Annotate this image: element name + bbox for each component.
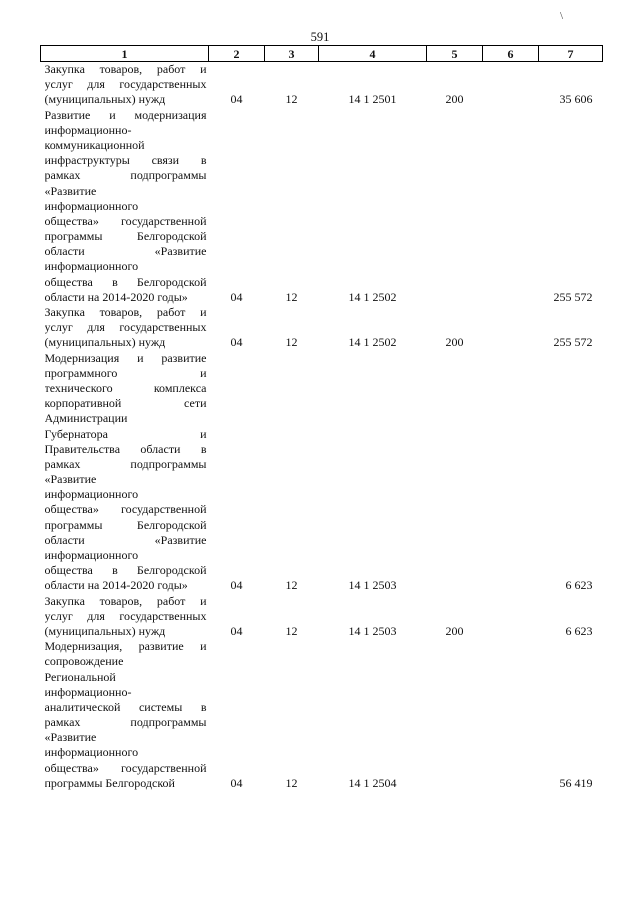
- description-line: Модернизация и развитие: [44, 350, 207, 365]
- description-line: общества в Белгородской: [44, 563, 207, 578]
- description-line: Региональной: [44, 669, 116, 684]
- description-line: услуг для государственных: [44, 320, 207, 335]
- row-description: [41, 351, 209, 594]
- cell-c5: 200: [445, 92, 464, 107]
- cell-c3: 12: [285, 335, 298, 350]
- description-line: услуг для государственных: [44, 77, 207, 92]
- cell-c4: 14 1 2502: [348, 289, 397, 304]
- row-description: [41, 108, 209, 305]
- description-line: информационно-: [44, 684, 132, 699]
- cell-c3: 12: [285, 92, 298, 107]
- header-col-1: 1: [41, 46, 209, 62]
- description-line: Закупка товаров, работ и: [44, 62, 207, 76]
- description-line: области «Развитие: [44, 244, 207, 259]
- description-line: программного и: [44, 365, 207, 380]
- description-line: Модернизация, развитие и: [44, 639, 207, 654]
- table-row: [41, 351, 603, 594]
- cell-c6: [483, 62, 539, 108]
- description-line: программы Белгородской: [44, 775, 175, 790]
- description-line: рамках подпрограммы: [44, 168, 207, 183]
- header-col-3: 3: [265, 46, 319, 62]
- cell-c4: 14 1 2502: [348, 335, 397, 350]
- description-line: (муниципальных) нужд: [44, 92, 166, 107]
- description-line: инфраструктуры связи в: [44, 153, 207, 168]
- header-col-5: 5: [427, 46, 483, 62]
- scan-mark: \: [560, 10, 564, 22]
- description-line: области «Развитие: [44, 532, 207, 547]
- description-line: области на 2014-2020 годы»: [44, 289, 188, 304]
- description-line: Закупка товаров, работ и: [44, 305, 207, 319]
- description-line: (муниципальных) нужд: [44, 335, 166, 350]
- table-row: [41, 62, 603, 108]
- header-col-2: 2: [209, 46, 265, 62]
- table-row: [41, 108, 603, 305]
- cell-c3: 12: [285, 578, 298, 593]
- description-line: услуг для государственных: [44, 608, 207, 623]
- cell-c2: 04: [230, 335, 243, 350]
- description-line: Администрации: [44, 411, 128, 426]
- cell-c7: 56 419: [559, 775, 593, 790]
- description-line: общества» государственной: [44, 502, 207, 517]
- cell-c4: 14 1 2504: [348, 775, 397, 790]
- cell-c7: 35 606: [559, 92, 593, 107]
- row-description: [41, 305, 209, 351]
- cell-c2: 04: [230, 775, 243, 790]
- description-line: Губернатора и: [44, 426, 207, 441]
- cell-c2: 04: [230, 92, 243, 107]
- description-line: аналитической системы в: [44, 699, 207, 714]
- header-col-6: 6: [483, 46, 539, 62]
- cell-c6: [483, 639, 539, 791]
- description-line: общества» государственной: [44, 760, 207, 775]
- cell-c5: 200: [445, 623, 464, 638]
- description-line: рамках подпрограммы: [44, 715, 207, 730]
- cell-c5: [427, 351, 483, 594]
- description-line: области на 2014-2020 годы»: [44, 578, 188, 593]
- cell-c2: 04: [230, 289, 243, 304]
- budget-table: [40, 45, 603, 791]
- description-line: «Развитие: [44, 183, 97, 198]
- description-line: технического комплекса: [44, 380, 207, 395]
- cell-c3: 12: [285, 623, 298, 638]
- row-description: [41, 639, 209, 791]
- cell-c2: 04: [230, 623, 243, 638]
- table-body: [41, 62, 603, 792]
- description-line: общества» государственной: [44, 213, 207, 228]
- page-number: 591: [310, 30, 330, 44]
- description-line: (муниципальных) нужд: [44, 623, 166, 638]
- cell-c6: [483, 305, 539, 351]
- cell-c7: 6 623: [565, 578, 593, 593]
- cell-c4: 14 1 2503: [348, 578, 397, 593]
- header-row: [41, 46, 603, 62]
- description-line: информационно-: [44, 122, 132, 137]
- cell-c4: 14 1 2501: [348, 92, 397, 107]
- cell-c3: 12: [285, 289, 298, 304]
- description-line: информационного: [44, 259, 139, 274]
- cell-c7: 255 572: [553, 335, 593, 350]
- cell-c4: 14 1 2503: [348, 623, 397, 638]
- table-row: [41, 594, 603, 640]
- row-description: [41, 594, 209, 640]
- cell-c5: 200: [445, 335, 464, 350]
- cell-c5: [427, 108, 483, 305]
- cell-c2: 04: [230, 578, 243, 593]
- cell-c6: [483, 108, 539, 305]
- cell-c6: [483, 351, 539, 594]
- description-line: сопровождение: [44, 654, 124, 669]
- description-line: программы Белгородской: [44, 517, 207, 532]
- cell-c6: [483, 594, 539, 640]
- description-line: информационного: [44, 487, 139, 502]
- cell-c7: 6 623: [565, 623, 593, 638]
- description-line: информационного: [44, 548, 139, 562]
- header-col-4: 4: [319, 46, 427, 62]
- cell-c5: [427, 639, 483, 791]
- description-line: Правительства области в: [44, 441, 207, 456]
- cell-c3: 12: [285, 775, 298, 790]
- description-line: программы Белгородской: [44, 229, 207, 244]
- header-col-7: 7: [539, 46, 603, 62]
- table-row: [41, 639, 603, 791]
- cell-c7: 255 572: [553, 289, 593, 304]
- description-line: «Развитие: [44, 730, 97, 745]
- row-description: [41, 62, 209, 108]
- description-line: Развитие и модернизация: [44, 107, 207, 122]
- description-line: «Развитие: [44, 472, 97, 487]
- description-line: общества в Белгородской: [44, 274, 207, 289]
- description-line: информационного: [44, 198, 139, 213]
- description-line: корпоративной сети: [44, 396, 207, 411]
- description-line: Закупка товаров, работ и: [44, 593, 207, 608]
- description-line: рамках подпрограммы: [44, 456, 207, 471]
- description-line: информационного: [44, 745, 139, 760]
- description-line: коммуникационной: [44, 137, 145, 152]
- table-row: [41, 305, 603, 351]
